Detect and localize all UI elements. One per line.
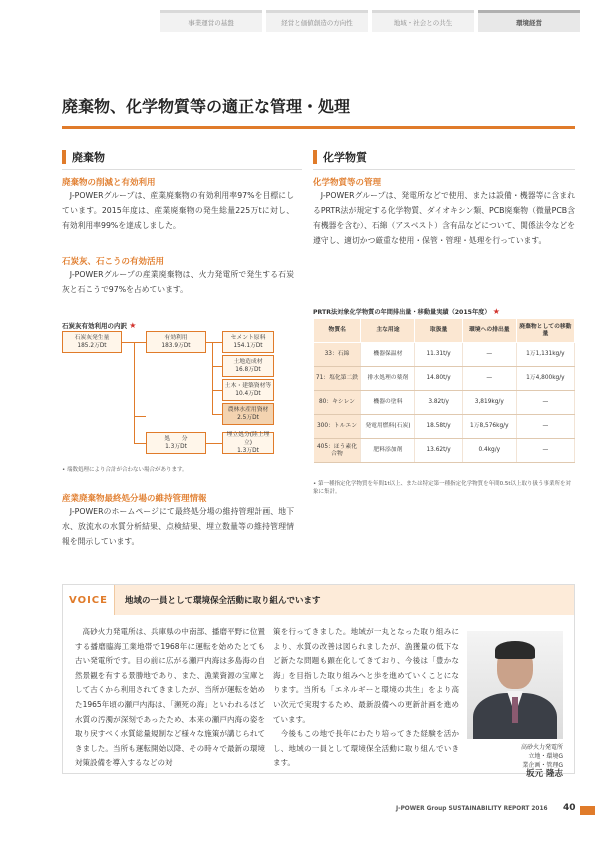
col-header: 取扱量 [415, 319, 462, 343]
box-label: 埋立処分(陸上埋立) [226, 432, 270, 446]
prtr-table [313, 318, 575, 463]
box-label: 石炭灰発生量 [74, 335, 110, 341]
box-value: 1.3万Dt [165, 444, 187, 450]
caption-dept: 立地・環境G [528, 753, 563, 760]
photo-hair [495, 641, 535, 659]
tab-environment[interactable]: 環境経営 [478, 10, 580, 32]
table-row [314, 415, 575, 439]
waste-sub3: 産業廃棄物最終処分場の維持管理情報 [62, 494, 207, 504]
connector [212, 342, 213, 415]
table-row [314, 367, 575, 391]
box-label: 有効利用 [164, 335, 188, 341]
chem-heading [313, 148, 367, 166]
table-title-text: PRTR法対象化学物質の年間排出量・移動量実績（2015年度） [313, 309, 491, 316]
box-agri [222, 403, 274, 425]
box-value: 2.5万Dt [237, 415, 259, 421]
voice-header [63, 585, 574, 615]
table-header-row [314, 319, 575, 343]
box-label: 農林水産用資材 [227, 407, 269, 413]
page-tab-mark [580, 806, 595, 815]
box-value: 154.1万Dt [233, 343, 263, 349]
cell: 排水処理の薬剤 [361, 367, 415, 391]
cell: — [462, 343, 516, 367]
table-row [314, 391, 575, 415]
divider [313, 169, 575, 170]
cell: 14.80t/y [415, 367, 462, 391]
cell: 18.58t/y [415, 415, 462, 439]
photo-tie [512, 697, 518, 723]
section-tabs [160, 10, 580, 32]
connector [134, 342, 135, 416]
waste-heading-text: 廃棄物 [72, 151, 105, 164]
waste-sub1: 廃棄物の削減と有効利用 [62, 178, 156, 188]
caption-org: 高砂火力発電所 [520, 744, 563, 751]
title-rule [62, 126, 575, 129]
col-header: 廃棄物としての移動量 [516, 319, 574, 343]
cell: 11.31t/y [415, 343, 462, 367]
waste-p1: J-POWERグループは、産業廃棄物の有効利用率97%を目標にしています。2015年度は、産業廃棄物の発生総量225万tに対し、有効利用率99%を達成しました。 [62, 191, 294, 230]
cell: 13.62t/y [415, 439, 462, 463]
box-used [146, 331, 206, 353]
cell: 80：キシレン [314, 391, 361, 415]
cell: 0.4kg/y [462, 439, 516, 463]
caption-name: 坂元 隆志 [526, 769, 563, 779]
divider [62, 169, 302, 170]
connector [134, 443, 146, 444]
box-label: 処 分 [164, 436, 188, 442]
cell: 33：石綿 [314, 343, 361, 367]
box-soil [222, 355, 274, 377]
cell: 3.82t/y [415, 391, 462, 415]
cell: 肥料添加剤 [361, 439, 415, 463]
caption-team: 業企画・管理G [522, 762, 563, 769]
page-title: 廃棄物、化学物質等の適正な管理・処理 [62, 97, 351, 116]
voice-col1: 高砂火力発電所は、兵庫県の中南部、播磨平野に位置する播磨臨海工業地帯で1968年に運転を始めたとても古い発電所です。目の前に広がる瀬戸内海は多島海の自然景観を有する景勝地であり、また、漁業資源の宝庫として古くから利用されてきましたが、当所が運転を始めた1965年頃の瀬戸内海は、「瀕死の海」といわれるほど水質の汚濁が深刻であったため、本来の瀬戸内海の姿を取り戻すべく水質総量規制など様々な施策が講じられてきました。当所も運転開始以降、その時々で最新の環境対策設備を導入するなどの対 [75, 627, 265, 768]
page-number: 40 [563, 803, 576, 813]
cell: — [516, 439, 574, 463]
box-value: 1.3万Dt [237, 448, 259, 454]
table-title [313, 307, 500, 316]
box-cement [222, 331, 274, 353]
star-icon: ★ [492, 307, 500, 316]
voice-label: VOICE [63, 585, 115, 615]
cell: — [462, 367, 516, 391]
portrait-caption [467, 743, 563, 779]
cell: 1万8,576kg/y [462, 415, 516, 439]
tab-strategy[interactable]: 経営と価値創造の方向性 [266, 10, 368, 32]
tab-community[interactable]: 地域・社会との共生 [372, 10, 474, 32]
diagram-title-text: 石炭灰有効利用の内訳 [62, 322, 127, 330]
table-row [314, 439, 575, 463]
connector [212, 414, 222, 415]
box-generated [62, 331, 122, 353]
cell: — [516, 415, 574, 439]
connector [212, 390, 222, 391]
voice-box [62, 584, 575, 779]
report-title: J-POWER Group SUSTAINABILITY REPORT 2016 [396, 806, 548, 812]
diagram-note: • 端数処理により合計が合わない場合があります。 [62, 467, 188, 473]
table-note: • 第一種指定化学物質を年間1t以上、または特定第一種指定化学物質を年間0.5t以上取り扱う事業所を対象に集計。 [313, 481, 572, 495]
waste-sub2: 石炭灰、石こうの有効活用 [62, 257, 165, 267]
connector [206, 443, 222, 444]
star-icon: ★ [129, 321, 137, 330]
connector [212, 366, 222, 367]
box-disposal [146, 432, 206, 454]
voice-col2: 策を行ってきました。地域が一丸となった取り組みにより、水質の改善は図られましたが、漁獲量の低下など新たな問題も顕在化してきており、今後は「豊かな海」を目指した取り組みへと歩を進めていくことになります。当所も「エネルギーと環境の共生」をより高い次元で実現するため、最新設備への更新計画を進めています。 今後もこの地で長年にわたり培ってきた経験を活かし、地域の一員として環境保全活動に取り組んでいきます。 [273, 627, 459, 768]
connector [134, 416, 146, 417]
box-label: 土木・建築資材等 [224, 383, 272, 389]
waste-p3: J-POWERのホームページにて最終処分場の維持管理計画、地下水、放流水の水質分析結果、点検結果、埋立数量等の維持管理情報を開示しています。 [62, 507, 294, 546]
connector [134, 416, 135, 443]
box-value: 185.2万Dt [77, 343, 107, 349]
cell: 71：塩化第二鉄 [314, 367, 361, 391]
waste-heading [62, 148, 105, 166]
voice-title: 地域の一員として環境保全活動に取り組んでいます [125, 596, 321, 606]
cell: 発電用燃料(石炭) [361, 415, 415, 439]
col-header: 主な用途 [361, 319, 415, 343]
box-landfill [222, 432, 274, 454]
cell: 3,819kg/y [462, 391, 516, 415]
box-civil [222, 379, 274, 401]
table-row [314, 343, 575, 367]
chem-p1: J-POWERグループは、発電所などで使用、または設備・機器等に含まれるPRTR法が規定する化学物質、ダイオキシン類、PCB廃棄物（微量PCB含有機器を含む）、石綿（アスベスト）含有品などについて、関係法令などを遵守し、適切かつ厳重な使用・保管・管理・処理を行っています。 [313, 191, 575, 245]
col-header: 物質名 [314, 319, 361, 343]
box-value: 183.9万Dt [161, 343, 191, 349]
heading-bar [313, 150, 317, 164]
chem-heading-text: 化学物質 [323, 151, 367, 164]
cell: 300：トルエン [314, 415, 361, 439]
portrait-photo [467, 631, 563, 739]
connector [212, 342, 222, 343]
diagram-title [62, 321, 136, 330]
box-value: 16.8万Dt [235, 367, 261, 373]
box-label: セメント原料 [230, 335, 266, 341]
col-header: 環境への排出量 [462, 319, 516, 343]
box-label: 土地造成材 [233, 359, 263, 365]
cell: 機器保温材 [361, 343, 415, 367]
cell: 1万1,131kg/y [516, 343, 574, 367]
box-value: 10.4万Dt [235, 391, 261, 397]
cell: 1万4,800kg/y [516, 367, 574, 391]
cell: 405：ほう素化合物 [314, 439, 361, 463]
waste-p2: J-POWERグループの産業廃棄物は、火力発電所で発生する石炭灰と石こうで97%を占めています。 [62, 270, 294, 294]
heading-bar [62, 150, 66, 164]
cell: 機器の塗料 [361, 391, 415, 415]
chem-sub1: 化学物質等の管理 [313, 178, 382, 188]
tab-foundation[interactable]: 事業運営の基盤 [160, 10, 262, 32]
cell: — [516, 391, 574, 415]
